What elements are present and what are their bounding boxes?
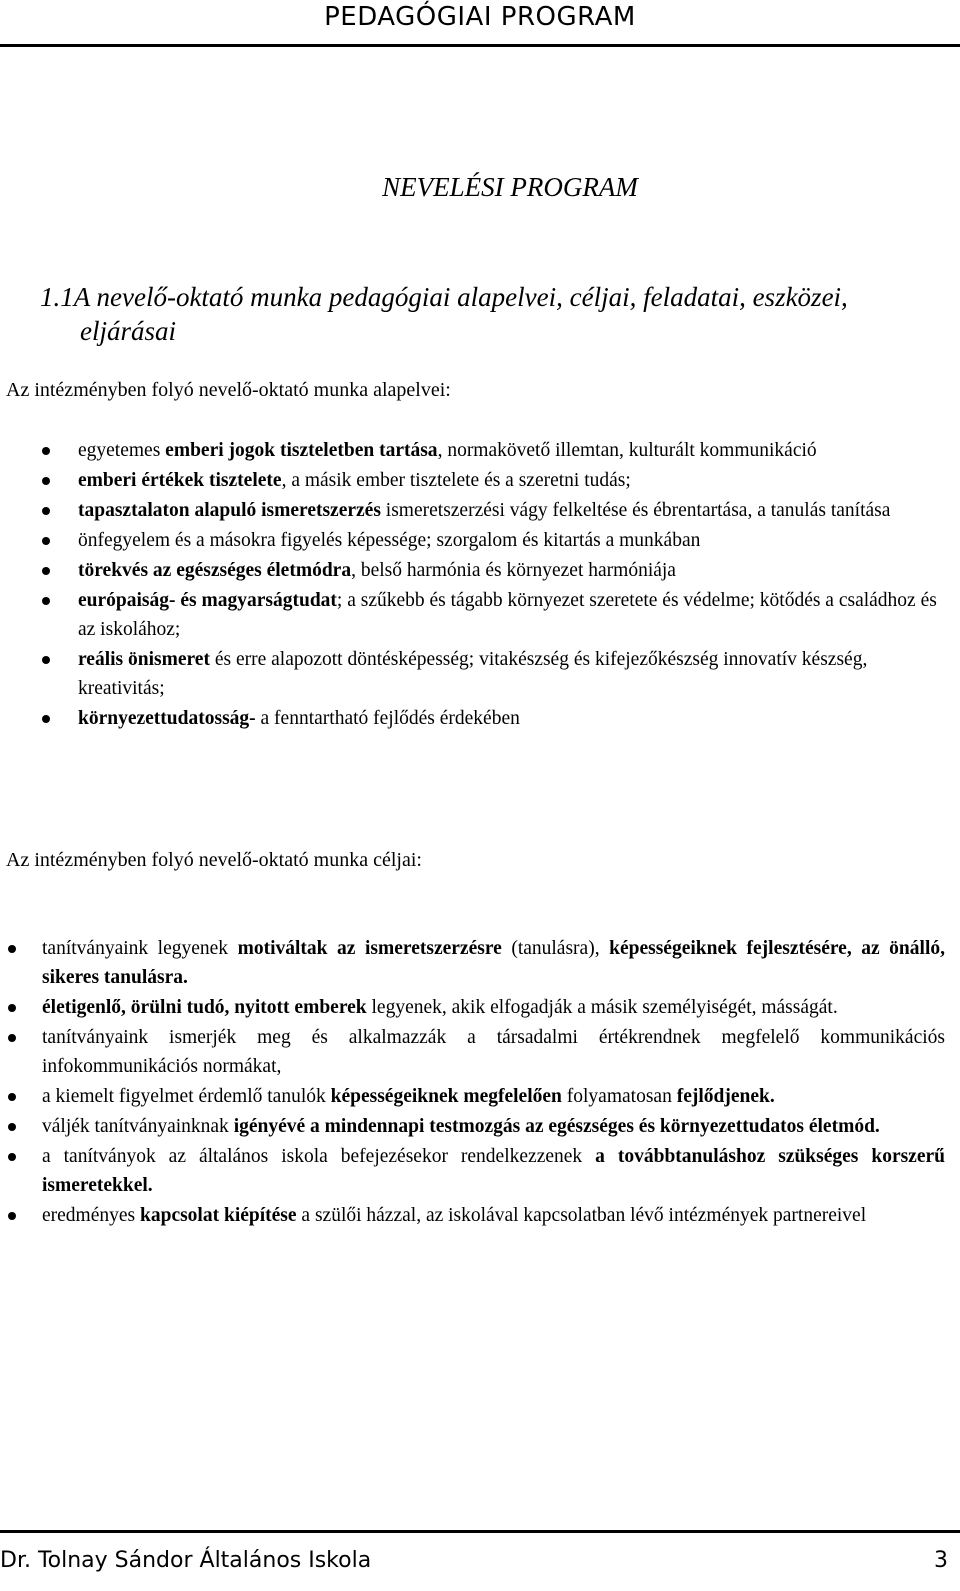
header-title: PEDAGÓGIAI PROGRAM	[324, 2, 636, 32]
bullet-icon	[42, 715, 50, 723]
list-item: környezettudatosság- a fenntartható fejlődés érdekében	[0, 704, 955, 733]
section-title-line2: eljárásai	[80, 316, 177, 346]
list-item: reális önismeret és erre alapozott döntésképesség; vitakészség és kifejezőkészség innovatív készség, kreativitás;	[0, 645, 955, 703]
section-number: 1.1	[40, 282, 74, 312]
section-heading	[40, 280, 955, 348]
bullet-icon	[8, 1153, 16, 1161]
list-item: emberi értékek tisztelete, a másik ember tisztelete és a szeretni tudás;	[0, 466, 955, 495]
bullet-icon	[8, 1123, 16, 1131]
bullet-icon	[42, 567, 50, 575]
goals-list	[0, 934, 945, 1231]
list-item: életigenlő, örülni tudó, nyitott emberek legyenek, akik elfogadják a másik személyiségét, másságát.	[0, 993, 945, 1022]
list-item: tanítványaink ismerjék meg és alkalmazzák a társadalmi értékrendnek megfelelő kommunikációs infokommunikációs normákat,	[0, 1023, 945, 1081]
list-item: törekvés az egészséges életmódra, belső harmónia és környezet harmóniája	[0, 556, 955, 585]
principles-heading: Az intézményben folyó nevelő-oktató munka alapelvei:	[6, 379, 451, 401]
bullet-icon	[8, 1034, 16, 1042]
principles-list	[0, 436, 955, 734]
bullet-icon	[8, 1212, 16, 1220]
list-item: eredményes kapcsolat kiépítése a szülői házzal, az iskolával kapcsolatban lévő intézmények partnereivel	[0, 1201, 945, 1230]
bullet-icon	[8, 1093, 16, 1101]
bullet-icon	[42, 597, 50, 605]
page-footer	[0, 1530, 960, 1591]
page-number: 3	[934, 1548, 948, 1573]
list-item: egyetemes emberi jogok tiszteletben tartása, normakövető illemtan, kulturált kommunikáció	[0, 436, 955, 465]
list-item: tapasztalaton alapuló ismeretszerzés ismeretszerzési vágy felkeltése és ébrentartása, a tanulás tanítása	[0, 496, 955, 525]
list-item: tanítványaink legyenek motiváltak az ismeretszerzésre (tanulásra), képességeiknek fejlesztésére, az önálló, sikeres tanulásra.	[0, 934, 945, 992]
page-header	[0, 0, 960, 47]
list-item: a kiemelt figyelmet érdemlő tanulók képességeiknek megfelelően folyamatosan fejlődjenek.	[0, 1082, 945, 1111]
footer-organization: Dr. Tolnay Sándor Általános Iskola	[0, 1548, 372, 1573]
list-item: európaiság- és magyarságtudat; a szűkebb és tágabb környezet szeretete és védelme; kötődés a családhoz és az iskolához;	[0, 586, 955, 644]
document-title: NEVELÉSI PROGRAM	[382, 172, 638, 202]
list-item: a tanítványok az általános iskola befejezésekor rendelkezzenek a továbbtanuláshoz szükséges korszerű ismeretekkel.	[0, 1142, 945, 1200]
bullet-icon	[42, 537, 50, 545]
list-item: önfegyelem és a másokra figyelés képessége; szorgalom és kitartás a munkában	[0, 526, 955, 555]
bullet-icon	[42, 656, 50, 664]
section-title-line1: A nevelő-oktató munka pedagógiai alapelvei, céljai, feladatai, eszközei,	[73, 282, 848, 312]
bullet-icon	[42, 477, 50, 485]
goals-heading: Az intézményben folyó nevelő-oktató munka céljai:	[6, 849, 422, 871]
bullet-icon	[8, 945, 16, 953]
bullet-icon	[42, 507, 50, 515]
list-item: váljék tanítványainknak igényévé a mindennapi testmozgás az egészséges és környezettudatos életmód.	[0, 1112, 945, 1141]
bullet-icon	[8, 1004, 16, 1012]
bullet-icon	[42, 447, 50, 455]
